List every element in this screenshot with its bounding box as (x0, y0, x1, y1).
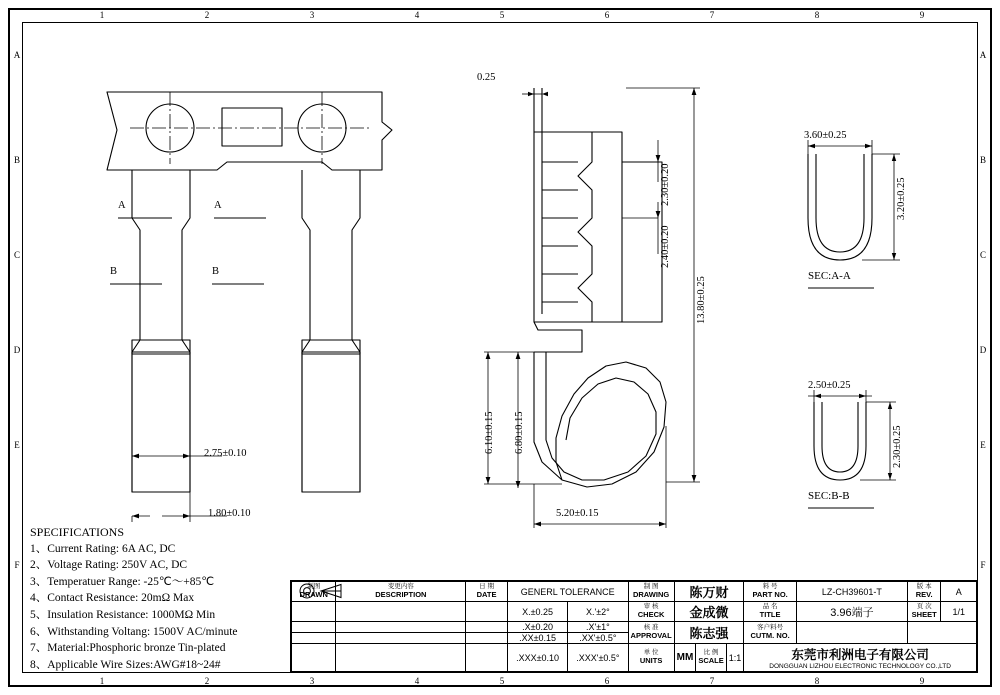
specification-item: 7、Material:Phosphoric bronze Tin-plated (30, 642, 226, 655)
revision-row-4-drawn (292, 644, 336, 672)
revision-header-date-cn: 日 期 (479, 583, 494, 591)
tolerance-angular-2: .X'±1° (568, 622, 628, 633)
dim-label-6-80: 6.80±0.15 (514, 411, 525, 454)
dim-label-13-80: 13.80±0.25 (696, 276, 707, 324)
dim-label-2-30-secb: 2.30±0.25 (892, 425, 903, 468)
revision-row-2-date (466, 622, 508, 633)
revision-row-1-date (466, 602, 508, 622)
sheet-label (907, 602, 941, 622)
zone-bottom-2: 2 (204, 676, 210, 686)
scale-label (696, 644, 726, 671)
zone-left-b: B (13, 155, 20, 165)
units-scale-group (674, 644, 744, 672)
customer-no-value (796, 622, 907, 644)
side-view-body-right (534, 132, 592, 322)
signature-name-drawing: 陈万财 (674, 582, 744, 602)
section-b-inner (822, 402, 858, 472)
specification-item: 4、Contact Resistance: 20mΩ Max (30, 592, 195, 605)
revision-header-drawn-cn: 制图 (307, 583, 321, 591)
specifications-heading: SPECIFICATIONS (30, 525, 125, 539)
dim-2-30-2-40 (622, 140, 660, 254)
dim-label-5-20: 5.20±0.15 (556, 508, 599, 519)
customer-no-label-en: CUTM. NO. (750, 630, 790, 640)
zone-left-c: C (13, 250, 20, 260)
section-a-title: SEC:A-A (808, 270, 851, 282)
specification-item: 3、Temperatuer Range: -25℃～+85℃ (30, 575, 215, 588)
specification-item: 8、Applicable Wire Sizes:AWG#18~24# (30, 658, 221, 671)
rev-value: A (941, 582, 977, 602)
dim-3-60 (808, 140, 872, 156)
revision-header-description (336, 582, 466, 602)
revision-row-3-description (336, 633, 466, 644)
zone-left-a: A (13, 50, 21, 60)
specification-item: 2、Voltage Rating: 250V AC, DC (30, 559, 188, 572)
dim-5-20 (534, 426, 666, 528)
signature-label-drawing-en: DRAWING (632, 589, 670, 599)
side-view-upper-box (534, 132, 622, 322)
dim-label-3-20: 3.20±0.25 (896, 177, 907, 220)
tolerance-angular-1: X.'±2° (568, 602, 628, 622)
zone-top-9: 9 (919, 10, 925, 20)
front-view-right-pin (302, 352, 360, 492)
zone-right-f: F (980, 560, 986, 570)
revision-row-1-description (336, 602, 466, 622)
zone-top-4: 4 (414, 10, 420, 20)
tolerance-linear-4: .XXX±0.10 (507, 644, 567, 672)
company-name-en: DONGGUAN LIZHOU ELECTRONIC TECHNOLOGY CO.,LTD (769, 663, 951, 670)
section-a-outer (808, 154, 872, 260)
dim-2-30-secb (860, 402, 896, 480)
zone-top-2: 2 (204, 10, 210, 20)
side-view-right-step (622, 162, 662, 322)
zone-bottom-8: 8 (814, 676, 820, 686)
zone-bottom-9: 9 (919, 676, 925, 686)
signature-name-check: 金成微 (674, 602, 744, 622)
signature-label-drawing (628, 582, 674, 602)
company-name-cn: 东莞市利洲电子有限公司 (791, 648, 929, 662)
signature-label-approval (628, 622, 674, 644)
side-view-spring-loop (534, 352, 666, 487)
revision-row-4-description (336, 644, 466, 672)
part-no-value: LZ-CH39601-T (796, 582, 907, 602)
title-block (290, 580, 978, 673)
zone-top-3: 3 (309, 10, 315, 20)
units-label-en: UNITS (639, 655, 663, 665)
dim-label-0-25: 0.25 (477, 72, 496, 83)
title-value: 3.96端子 (796, 602, 907, 622)
scale-value: 1:1 (726, 644, 743, 671)
zone-bottom-7: 7 (709, 676, 715, 686)
dim-2-50 (808, 390, 872, 404)
tolerance-linear-3: .XX±0.15 (507, 633, 567, 644)
zone-top-7: 7 (709, 10, 715, 20)
zone-top-8: 8 (814, 10, 820, 20)
dim-label-2-50: 2.50±0.25 (808, 380, 851, 391)
zone-top-6: 6 (604, 10, 610, 20)
scale-label-cn: 比 例 (703, 649, 719, 657)
front-view-left-pin (132, 352, 190, 492)
front-view-centerlines (130, 92, 370, 164)
first-angle-projection-icon (291, 581, 349, 601)
section-mark-b-right: B (212, 266, 220, 277)
signature-label-approval-cn: 核 准 (643, 624, 659, 632)
zone-left-d: D (13, 345, 21, 355)
section-a-inner (816, 154, 864, 252)
signature-label-check-cn: 审 核 (643, 603, 659, 611)
side-view-body-serrations (542, 162, 578, 302)
units-label-cn: 单 位 (643, 649, 659, 657)
units-value: MM (676, 652, 694, 663)
tolerance-title: GENERL TOLERANCE (507, 582, 628, 602)
revision-header-description-cn: 变更内容 (387, 583, 414, 591)
zone-left-f: F (14, 560, 20, 570)
specification-item: 6、Withstanding Voltang: 1500V AC/minute (30, 625, 238, 638)
sheet-label-cn: 页 次 (916, 603, 932, 611)
signature-label-approval-en: APPROVAL (630, 630, 672, 640)
dim-label-2-40: 2.40±0.20 (660, 225, 671, 268)
rev-label-cn: 版 本 (916, 583, 932, 591)
specifications-block (30, 524, 238, 673)
side-view-tail-outline (534, 88, 582, 352)
tolerance-linear-2: .X±0.20 (507, 622, 567, 633)
revision-header-description-en: DESCRIPTION (375, 589, 427, 599)
zone-top-1: 1 (99, 10, 105, 20)
revision-row-1-drawn (292, 602, 336, 622)
front-view-top-plate (107, 92, 392, 170)
customer-no-label (744, 622, 797, 644)
part-no-label-en: PART NO. (752, 589, 788, 599)
customer-no-label-cn: 客户料号 (757, 624, 784, 632)
zone-bottom-1: 1 (99, 676, 105, 686)
section-b-title: SEC:B-B (808, 490, 850, 502)
part-no-label (744, 582, 797, 602)
part-no-label-cn: 料 号 (762, 583, 778, 591)
scale-label-en: SCALE (698, 655, 724, 665)
signature-label-check-en: CHECK (637, 609, 665, 619)
specification-item: 5、Insulation Resistance: 1000MΩ Min (30, 608, 216, 621)
dim-label-1-80: 1.80±0.10 (208, 508, 251, 519)
zone-right-b: B (979, 155, 986, 165)
zone-bottom-4: 4 (414, 676, 420, 686)
dim-13-80 (626, 88, 700, 482)
zone-bottom-3: 3 (309, 676, 315, 686)
revision-header-date-en: DATE (476, 589, 497, 599)
section-mark-a-right: A (214, 200, 222, 211)
zone-left-e: E (14, 440, 20, 450)
front-view-right-contact (302, 170, 360, 492)
dim-label-3-60: 3.60±0.25 (804, 130, 847, 141)
specification-item: 1、Current Rating: 6A AC, DC (30, 542, 176, 555)
zone-right-e: E (980, 440, 986, 450)
sheet-label-en: SHEET (911, 609, 937, 619)
company-cell (744, 644, 977, 672)
tolerance-linear-1: X.±0.25 (507, 602, 567, 622)
zone-bottom-5: 5 (499, 676, 505, 686)
rev-label (907, 582, 941, 602)
dim-label-6-10: 6.10±0.15 (484, 411, 495, 454)
title-label (744, 602, 797, 622)
projection-symbol-cell (907, 622, 976, 644)
signature-label-check (628, 602, 674, 622)
front-view-rect-window (222, 108, 282, 146)
section-mark-b-left: B (110, 266, 118, 277)
zone-bottom-6: 6 (604, 676, 610, 686)
title-block-table (291, 581, 977, 672)
units-label (628, 644, 674, 672)
revision-header-date (466, 582, 508, 602)
tolerance-angular-3: .XX'±0.5° (568, 633, 628, 644)
rev-label-en: REV. (915, 589, 933, 599)
revision-row-2-drawn (292, 622, 336, 633)
tolerance-angular-4: .XXX'±0.5° (568, 644, 628, 672)
dim-0-25 (522, 92, 548, 96)
dim-label-2-75: 2.75±0.10 (204, 448, 247, 459)
revision-row-3-drawn (292, 633, 336, 644)
revision-row-4-date (466, 644, 508, 672)
sheet-value: 1/1 (941, 602, 977, 622)
zone-right-c: C (979, 250, 986, 260)
revision-row-2-description (336, 622, 466, 633)
title-label-cn: 品 名 (762, 603, 778, 611)
title-label-en: TITLE (759, 609, 781, 619)
revision-header-drawn-en: DRAWN (299, 589, 328, 599)
dim-label-2-30: 2.30±0.20 (660, 163, 671, 206)
zone-right-a: A (979, 50, 987, 60)
signature-name-approval: 陈志强 (674, 622, 744, 644)
zone-right-d: D (979, 345, 987, 355)
section-mark-a-left: A (118, 200, 126, 211)
signature-label-drawing-cn: 制 图 (643, 583, 659, 591)
zone-top-5: 5 (499, 10, 505, 20)
revision-row-3-date (466, 633, 508, 644)
